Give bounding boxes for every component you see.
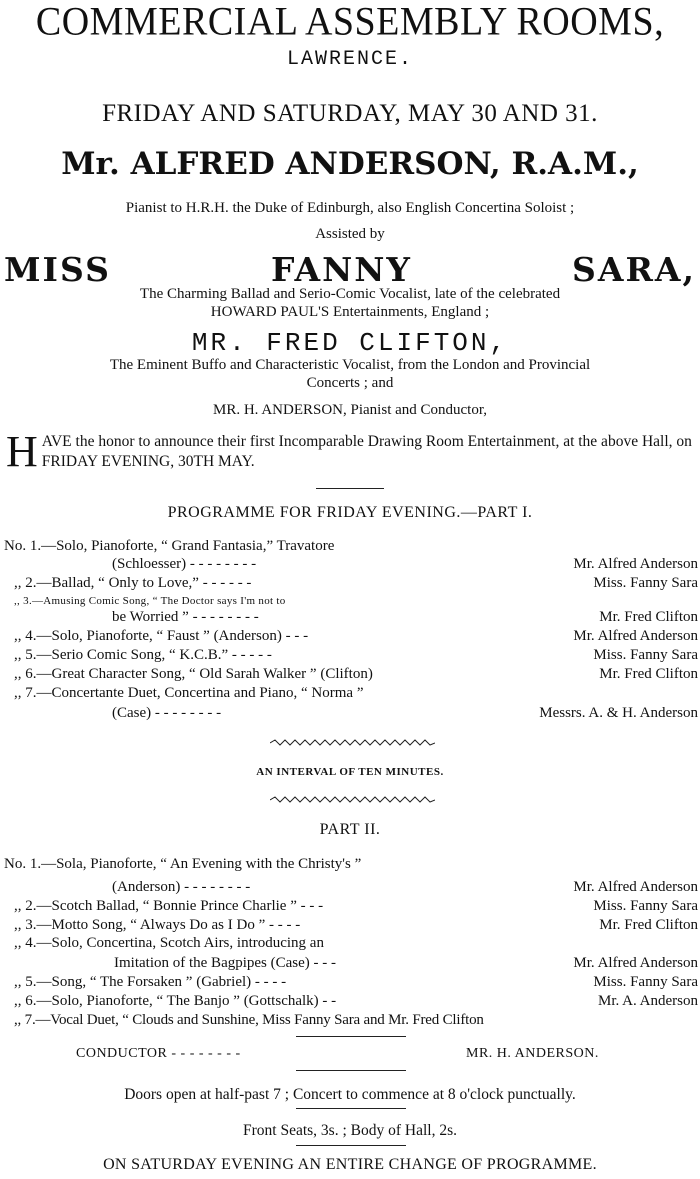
wavy-ornament	[270, 795, 435, 805]
announcement	[6, 427, 696, 476]
drop-cap: H	[6, 427, 38, 476]
programme-item: ,, 2.—Scotch Ballad, “ Bonnie Prince Charlie ” - - -	[14, 898, 324, 914]
programme-item: ,, 4.—Solo, Pianoforte, “ Faust ” (Anderson) - - -	[14, 628, 309, 644]
programme-item: ,, 6.—Great Character Song, “ Old Sarah Walker ” (Clifton)	[14, 666, 373, 682]
miss-description-2: HOWARD PAUL'S Entertainments, England ;	[210, 304, 490, 320]
programme-item: (Schloesser) - - - - - - - -	[112, 556, 257, 572]
doors-notice: Doors open at half-past 7 ; Concert to commence at 8 o'clock punctually.	[124, 1086, 576, 1103]
part1-heading: PROGRAMME FOR FRIDAY EVENING.—PART I.	[167, 504, 533, 521]
programme-item: ,, 7.—Vocal Duet, “ Clouds and Sunshine, Miss Fanny Sara and Mr. Fred Clifton	[14, 1012, 484, 1028]
performer: Mr. A. Anderson	[597, 993, 698, 1009]
fred-description-1: The Eminent Buffo and Characteristic Vocalist, from the London and Provincial	[109, 357, 591, 373]
divider	[296, 1108, 406, 1109]
part2-heading: PART II.	[319, 821, 381, 838]
miss-word-3: SARA,	[572, 250, 696, 289]
town-name: LAWRENCE.	[286, 48, 414, 71]
wavy-ornament	[270, 738, 435, 748]
performer: Mr. Alfred Anderson	[573, 879, 698, 895]
conductor-label: CONDUCTOR - - - - - - - -	[76, 1046, 241, 1061]
performer: Mr. Fred Clifton	[599, 609, 698, 625]
interval-notice: AN INTERVAL OF TEN MINUTES.	[256, 766, 444, 778]
programme-item: ,, 3.—Amusing Comic Song, “ The Doctor says I'm not to	[14, 595, 286, 607]
h-anderson: MR. H. ANDERSON, Pianist and Conductor,	[213, 402, 487, 418]
performer: Mr. Fred Clifton	[599, 666, 698, 682]
programme-item: be Worried ” - - - - - - - -	[112, 609, 259, 625]
programme-item: No. 1.—Sola, Pianoforte, “ An Evening with the Christy's ”	[4, 856, 362, 872]
miss-description-1: The Charming Ballad and Serio-Comic Vocalist, late of the celebrated	[139, 286, 561, 302]
assisted-by: Assisted by	[315, 226, 385, 242]
programme-item: No. 1.—Solo, Pianoforte, “ Grand Fantasia,” Travatore	[4, 538, 335, 554]
announcement-text: AVE the honor to announce their first Incomparable Drawing Room Entertainment, at the above Hall, on FRIDAY EVENING, 30TH MAY.	[41, 433, 692, 470]
venue-title: COMMERCIAL ASSEMBLY ROOMS,	[35, 0, 665, 45]
miss-word-2: FANNY	[270, 250, 412, 289]
programme-item: ,, 6.—Solo, Pianoforte, “ The Banjo ” (Gottschalk) - -	[14, 993, 337, 1009]
performer: Messrs. A. & H. Anderson	[539, 705, 698, 721]
divider	[316, 488, 384, 489]
performer: Miss. Fanny Sara	[593, 974, 698, 990]
divider	[296, 1070, 406, 1071]
performer: Miss. Fanny Sara	[593, 898, 698, 914]
programme-item: ,, 7.—Concertante Duet, Concertina and Piano, “ Norma ”	[14, 685, 364, 701]
miss-fanny-sara	[4, 250, 696, 289]
programme-item: Imitation of the Bagpipes (Case) - - -	[114, 955, 337, 971]
performer: Miss. Fanny Sara	[593, 575, 698, 591]
divider	[296, 1145, 406, 1146]
performer: Mr. Alfred Anderson	[573, 556, 698, 572]
prices: Front Seats, 3s. ; Body of Hall, 2s.	[243, 1122, 457, 1139]
programme-item: ,, 4.—Solo, Concertina, Scotch Airs, introducing an	[14, 935, 324, 951]
programme-item: ,, 2.—Ballad, “ Only to Love,” - - - - - -	[14, 575, 252, 591]
performer: Mr. Alfred Anderson	[573, 955, 698, 971]
performer: Mr. Alfred Anderson	[573, 628, 698, 644]
performer: Miss. Fanny Sara	[593, 647, 698, 663]
divider	[296, 1036, 406, 1037]
programme-item: ,, 5.—Serio Comic Song, “ K.C.B.” - - - - -	[14, 647, 272, 663]
programme-item: ,, 5.—Song, “ The Forsaken ” (Gabriel) - - - -	[14, 974, 287, 990]
event-dates: FRIDAY AND SATURDAY, MAY 30 AND 31.	[102, 100, 598, 127]
artist-name: Mr. ALFRED ANDERSON, R.A.M.,	[61, 146, 639, 182]
conductor-name: MR. H. ANDERSON.	[466, 1046, 599, 1061]
fred-description-2: Concerts ; and	[306, 375, 394, 391]
performer: Mr. Fred Clifton	[599, 917, 698, 933]
saturday-notice: ON SATURDAY EVENING AN ENTIRE CHANGE OF PROGRAMME.	[103, 1156, 597, 1173]
fred-clifton: MR. FRED CLIFTON,	[191, 328, 509, 358]
programme-item: (Case) - - - - - - - -	[112, 705, 222, 721]
programme-item: (Anderson) - - - - - - - -	[112, 879, 251, 895]
artist-description: Pianist to H.R.H. the Duke of Edinburgh, also English Concertina Soloist ;	[125, 200, 575, 216]
miss-word-1: MISS	[4, 250, 111, 289]
programme-item: ,, 3.—Motto Song, “ Always Do as I Do ” - - - -	[14, 917, 301, 933]
